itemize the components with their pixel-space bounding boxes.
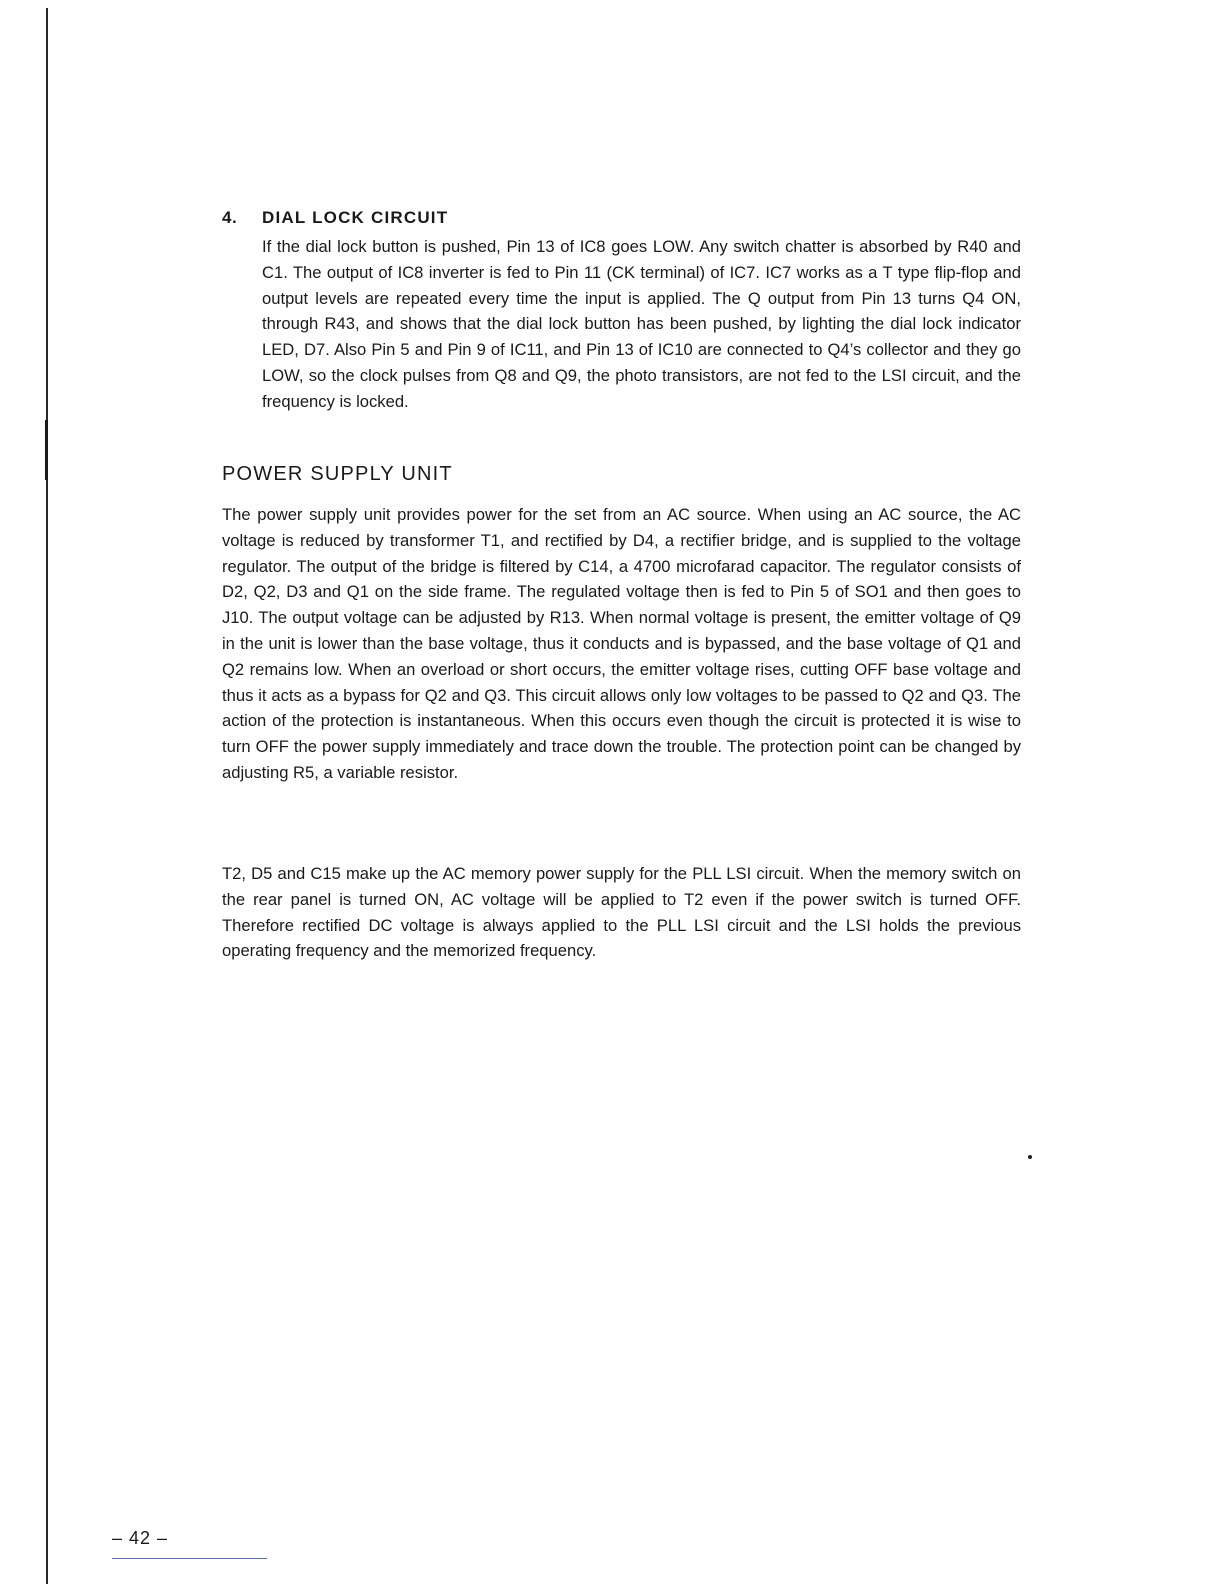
- power-supply-paragraph-2: T2, D5 and C15 make up the AC memory power supply for the PLL LSI circuit. When the memory switch on the rear panel is turned ON, AC voltage will be applied to T2 even if the power switch is turned OFF. Therefore rectified DC voltage is always applied to the PLL LSI circuit and the LSI holds the previous operating frequency and the memorized frequency.: [222, 864, 1021, 961]
- section-number: 4.: [222, 208, 238, 227]
- power-supply-paragraph-1: The power supply unit provides power for the set from an AC source. When using an AC source, the AC voltage is reduced by transformer T1, and rectified by D4, a rectifier bridge, and is supplied to the voltage regulator. The output of the bridge is filtered by C14, a 4700 microfarad capacitor. The regulator consists of D2, Q2, D3 and Q1 on the side frame. The regulated voltage then is fed to Pin 5 of SO1 and then goes to J10. The output voltage can be adjusted by R13. When normal voltage is present, the emitter voltage of Q9 in the unit is lower than the base voltage, thus it conducts and is bypassed, and the base voltage of Q1 and Q2 remains low. When an overload or short occurs, the emitter voltage rises, cutting OFF base voltage and thus it acts as a bypass for Q2 and Q3. This circuit allows only low voltages to be passed to Q2 and Q3. The action of the protection is instantaneous. When this occurs even though the circuit is protected it is wise to turn OFF the power supply immediately and trace down the trouble. The protection point can be changed by adjusting R5, a variable resistor.: [222, 505, 1021, 782]
- scan-speck: [1028, 1155, 1032, 1159]
- binding-margin-mark: [45, 420, 48, 480]
- footer-rule: [112, 1558, 267, 1559]
- section-title-power-supply: POWER SUPPLY UNIT: [222, 463, 453, 485]
- dial-lock-paragraph: If the dial lock button is pushed, Pin 13 of IC8 goes LOW. Any switch chatter is absorbed by R40 and C1. The output of IC8 inverter is fed to Pin 11 (CK terminal) of IC7. IC7 works as a T type flip-flop and output levels are repeated every time the input is applied. The Q output from Pin 13 turns Q4 ON, through R43, and shows that the dial lock button has been pushed, by lighting the dial lock indicator LED, D7. Also Pin 5 and Pin 9 of IC11, and Pin 13 of IC10 are connected to Q4’s collector and they go LOW, so the clock pulses from Q8 and Q9, the photo transistors, are not fed to the LSI circuit, and the frequency is locked.: [262, 237, 1021, 411]
- binding-margin-line: [46, 8, 48, 1584]
- section-title-dial-lock: DIAL LOCK CIRCUIT: [262, 208, 449, 227]
- page-number: – 42 –: [112, 1528, 169, 1548]
